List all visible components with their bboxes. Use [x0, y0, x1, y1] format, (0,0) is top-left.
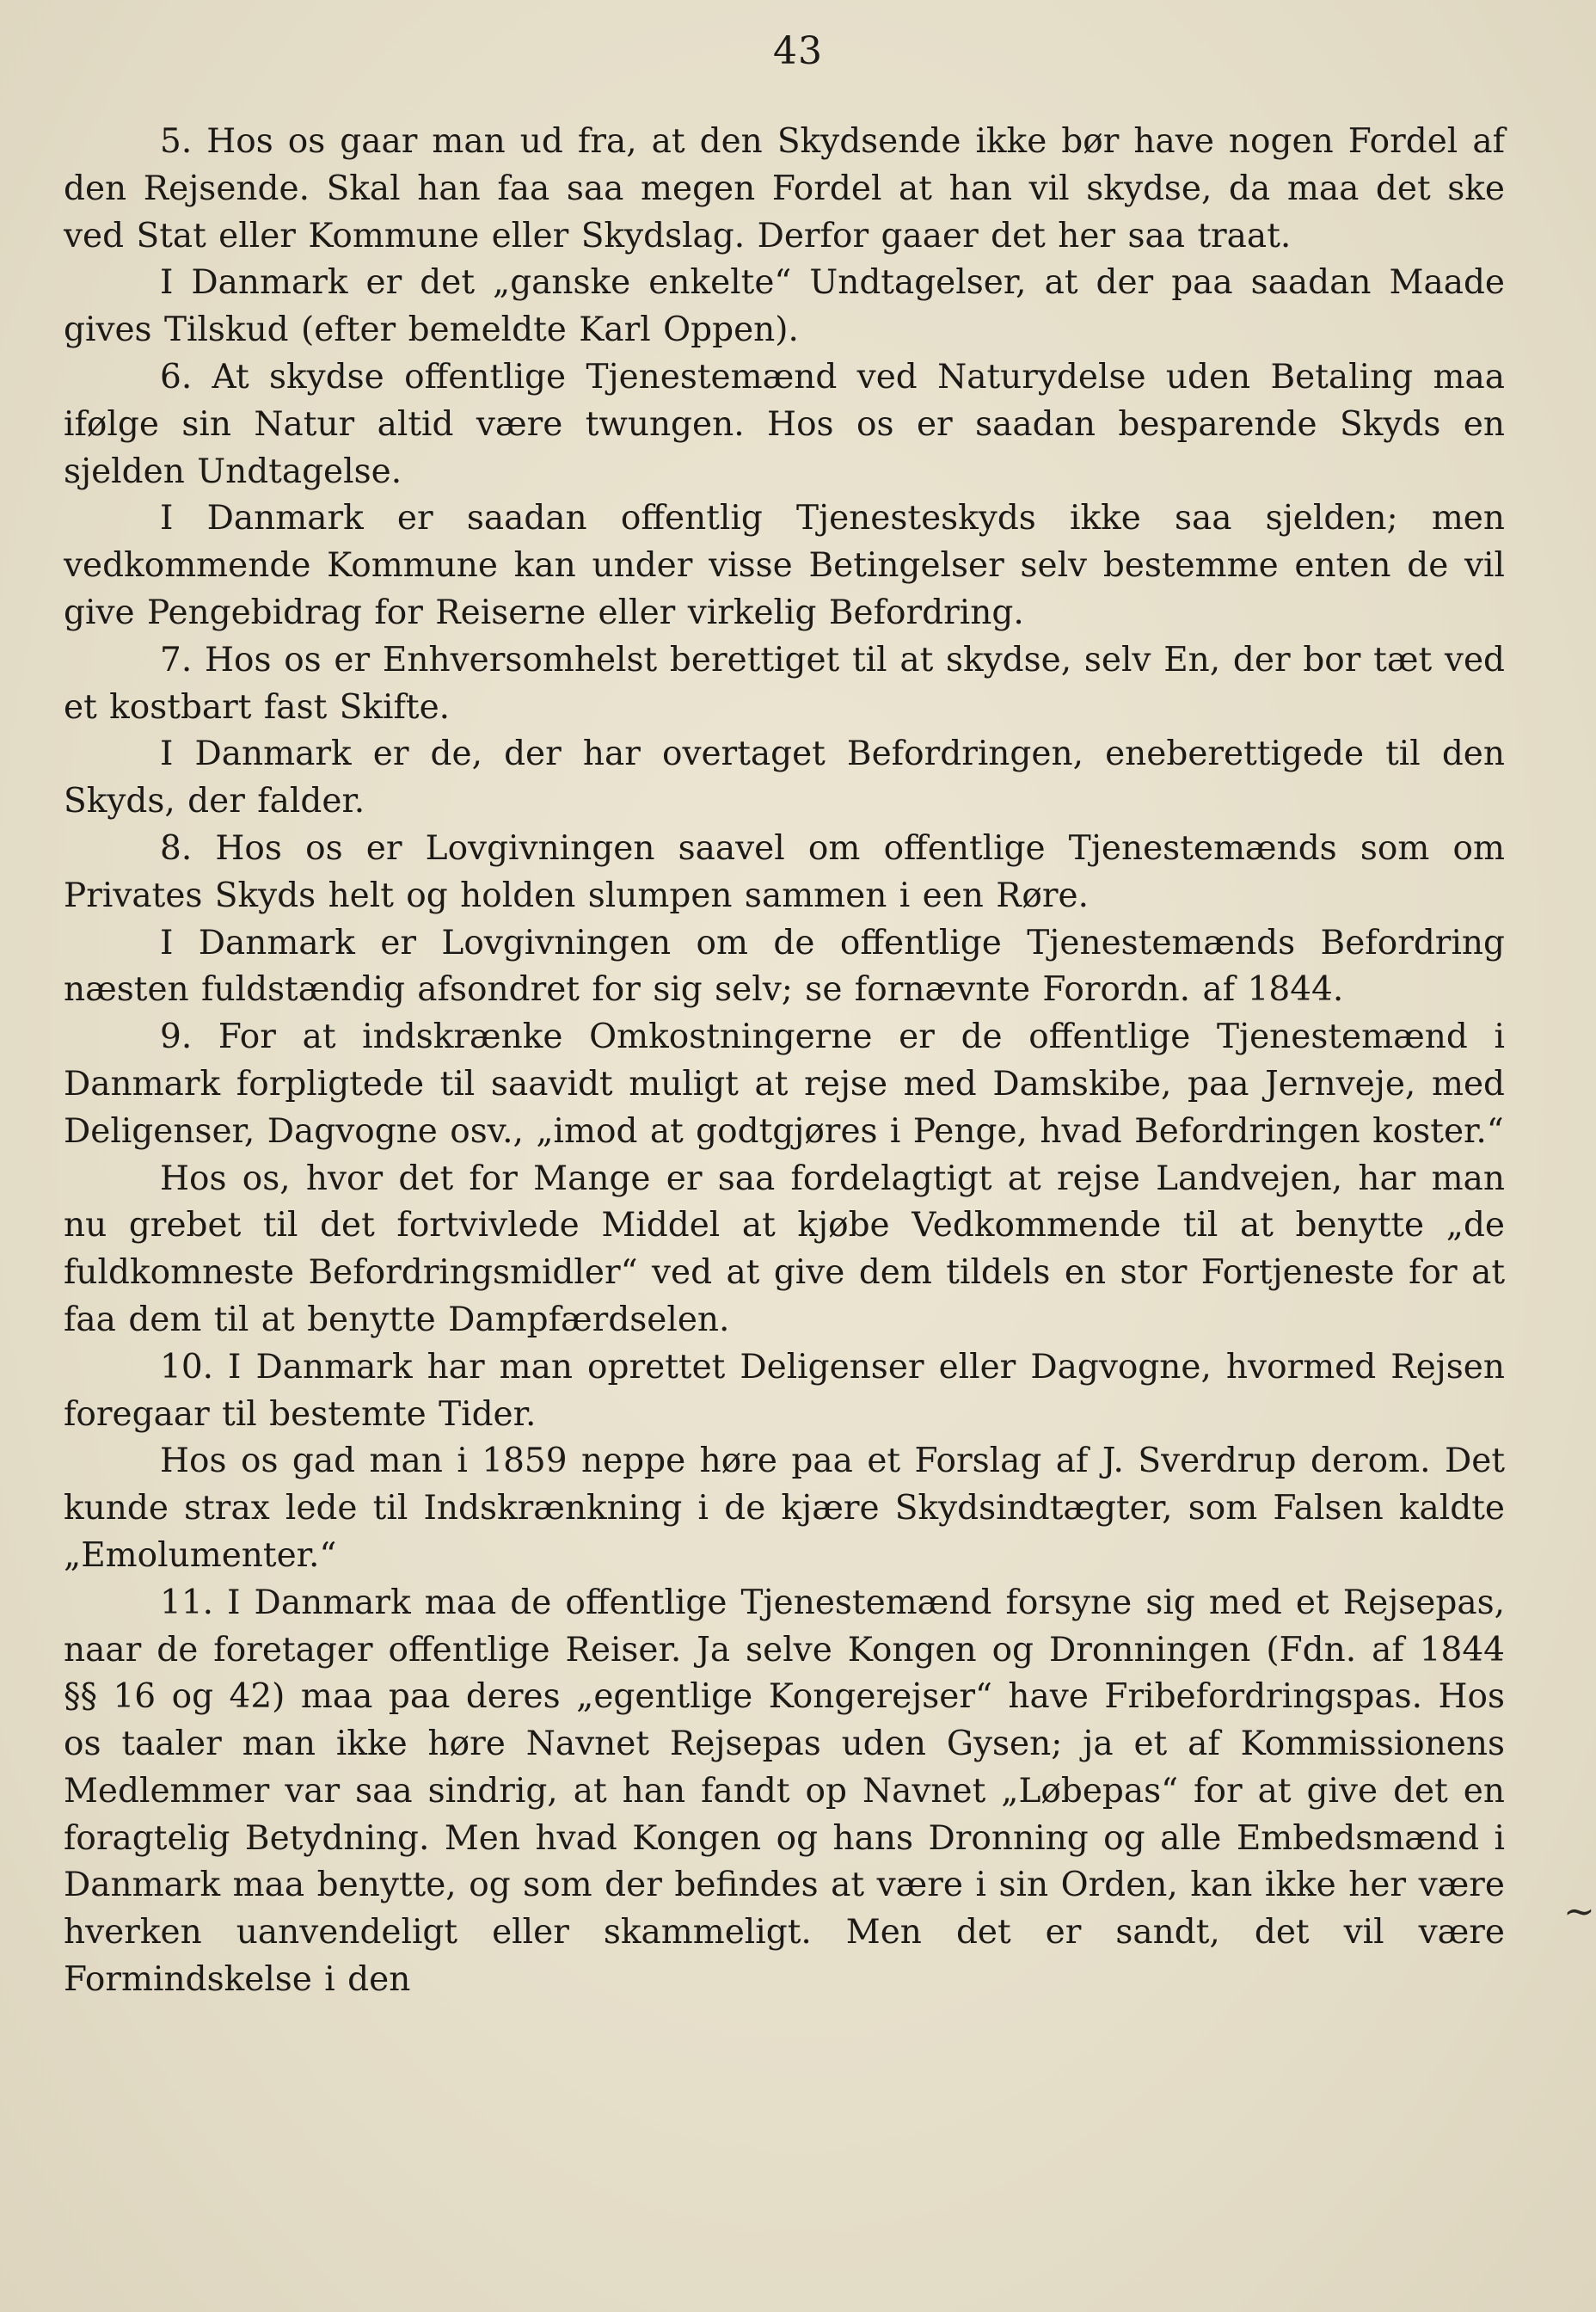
page-number: 43 [773, 29, 823, 73]
paragraph-7: 7. Hos os er Enhversomhelst berettiget til at skydse, selv En, der bor tæt ved et kostbart fast Skifte. [64, 640, 1505, 727]
paragraph-9-hos-os: Hos os, hvor det for Mange er saa fordelagtigt at rejse Landvejen, har man nu grebet til det fortvivlede Middel at kjøbe Vedkommende til at benytte „de fuldkomneste Befordringsmidler“ ved at give dem tildels en stor Fortjeneste for at faa dem til at benytte Dampfærdselen. [64, 1159, 1505, 1339]
paragraph-5-danmark: I Danmark er det „ganske enkelte“ Undtagelser, at der paa saadan Maade gives Tilskud (efter bemeldte Karl Oppen). [64, 263, 1505, 350]
paragraph-9: 9. For at indskrænke Omkostningerne er de offentlige Tjenestemænd i Danmark forpligtede til saavidt muligt at rejse med Damskibe, paa Jernveje, med Deligenser, Dagvogne osv., „imod at godtgjøres i Penge, hvad Befordringen koster.“ [64, 1018, 1505, 1151]
paragraph-10-hos-os: Hos os gad man i 1859 neppe høre paa et Forslag af J. Sverdrup derom. Det kunde strax lede til Indskrænkning i de kjære Skydsindtægter, som Falsen kaldte „Emolumenter.“ [64, 1442, 1505, 1575]
margin-annotation: ~ [1563, 1890, 1595, 1934]
paragraph-8-danmark: I Danmark er Lovgivningen om de offentlige Tjenestemænds Befordring næsten fuldstændig afsondret for sig selv; se fornævnte Forordn. af 1844. [64, 923, 1505, 1010]
paragraph-8: 8. Hos os er Lovgivningen saavel om offentlige Tjenestemænds som om Privates Skyds helt og holden slumpen sammen i een Røre. [64, 828, 1505, 915]
body-text [64, 119, 1505, 2004]
paragraph-10: 10. I Danmark har man oprettet Deligenser eller Dagvogne, hvormed Rejsen foregaar til bestemte Tider. [64, 1347, 1505, 1434]
paragraph-5: 5. Hos os gaar man ud fra, at den Skydsende ikke bør have nogen Fordel af den Rejsende. Skal han faa saa megen Fordel at han vil skydse, da maa det ske ved Stat eller Kommune eller Skydslag. Derfor gaaer det her saa traat. [64, 122, 1505, 255]
paragraph-6: 6. At skydse offentlige Tjenestemænd ved Naturydelse uden Betaling maa ifølge sin Natur altid være twungen. Hos os er saadan besparende Skyds en sjelden Undtagelse. [64, 357, 1505, 491]
paragraph-7-danmark: I Danmark er de, der har overtaget Befordringen, eneberettigede til den Skyds, der falder. [64, 735, 1505, 821]
paragraph-11: 11. I Danmark maa de offentlige Tjenestemænd forsyne sig med et Rejsepas, naar de foretager offentlige Reiser. Ja selve Kongen og Dronningen (Fdn. af 1844 §§ 16 og 42) maa paa deres „egentlige Kongerejser“ have Fribefordringspas. Hos os taaler man ikke høre Navnet Rejsepas uden Gysen; ja et af Kommissionens Medlemmer var saa sindrig, at han fandt op Navnet „Løbepas“ for at give det en foragtelig Betydning. Men hvad Kongen og hans Dronning og alle Embedsmænd i Danmark maa benytte, og som der befindes at være i sin Orden, kan ikke her være hverken uanvendeligt eller skammeligt. Men det er sandt, det vil være Formindskelse i den [64, 1583, 1505, 2000]
paragraph-6-danmark: I Danmark er saadan offentlig Tjenesteskyds ikke saa sjelden; men vedkommende Kommune kan under visse Betingelser selv bestemme enten de vil give Pengebidrag for Reiserne eller virkelig Befordring. [64, 499, 1505, 632]
